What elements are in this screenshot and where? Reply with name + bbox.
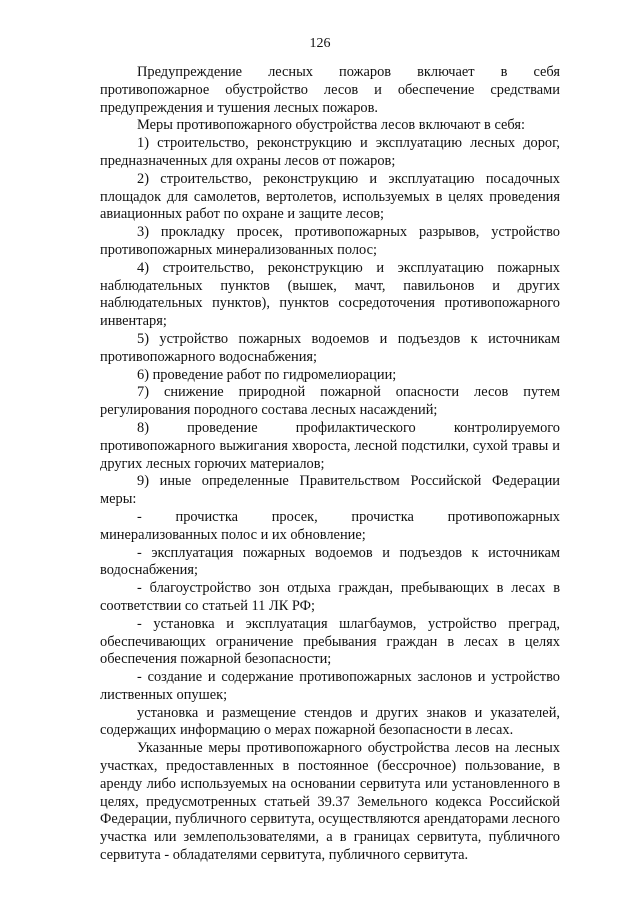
sub-item-1: - прочистка просек, прочистка противопожарных минерализованных полос и их обновление;: [100, 508, 560, 543]
list-item-6: 6) проведение работ по гидромелиорации;: [137, 366, 397, 383]
paragraph-intro: Предупреждение лесных пожаров включает в себя противопожарное обустройство лесов и обеспечение средствами предупреждения и тушения лесных пожаров.: [100, 64, 560, 116]
list-item-9: 9) иные определенные Правительством Российской Федерации меры:: [100, 473, 560, 508]
list-item-7: 7) снижение природной пожарной опасности лесов путем регулирования породного состава лесных насаждений;: [100, 384, 560, 419]
document-body: [100, 64, 560, 865]
list-item-5: 5) устройство пожарных водоемов и подъездов к источникам противопожарного водоснабжения;: [100, 330, 560, 365]
list-item-3: 3) прокладку просек, противопожарных разрывов, устройство противопожарных минерализованных полос;: [100, 224, 560, 258]
sub-item-3: - благоустройство зон отдыха граждан, пребывающих в лесах в соответствии со статьей 11 ЛК РФ;: [100, 580, 560, 614]
paragraph-conclusion: Указанные меры противопожарного обустройства лесов на лесных участках, предоставленных в постоянное (бессрочное) пользование, в аренду либо используемых на основании сервитута или установленного в целях, предусмотренных статьей 39.37 Земельного кодекса Российской Федерации, публичного сервитута, осуществляются арендаторами лесного участка или землепользователями, а в границах сервитута, публичного сервитута - обладателями сервитута, публичного сервитута.: [100, 740, 560, 864]
sub-item-6: установка и размещение стендов и других знаков и указателей, содержащих информацию о мерах пожарной безопасности в лесах.: [100, 704, 560, 739]
sub-item-5: - создание и содержание противопожарных заслонов и устройство лиственных опушек;: [100, 669, 560, 703]
list-item-4: 4) строительство, реконструкцию и эксплуатацию пожарных наблюдательных пунктов (вышек, мачт, павильонов и других наблюдательных пунктов), пунктов сосредоточения противопожарного инвентаря;: [100, 259, 560, 330]
list-item-2: 2) строительство, реконструкцию и эксплуатацию посадочных площадок для самолетов, вертолетов, используемых в целях проведения авиационных работ по охране и защите лесов;: [100, 170, 560, 223]
sub-item-4: - установка и эксплуатация шлагбаумов, устройство преград, обеспечивающих ограничение пребывания граждан в лесах в целях обеспечения пожарной безопасности;: [100, 615, 560, 668]
list-item-1: 1) строительство, реконструкцию и эксплуатацию лесных дорог, предназначенных для охраны лесов от пожаров;: [100, 135, 560, 169]
list-item-8: 8) проведение профилактического контролируемого противопожарного выжигания хвороста, лесной подстилки, сухой травы и других лесных горючих материалов;: [100, 419, 560, 472]
page-number: 126: [309, 36, 331, 51]
paragraph-measures-heading: Меры противопожарного обустройства лесов включают в себя:: [137, 117, 525, 134]
sub-item-2: - эксплуатация пожарных водоемов и подъездов к источникам водоснабжения;: [100, 544, 560, 579]
